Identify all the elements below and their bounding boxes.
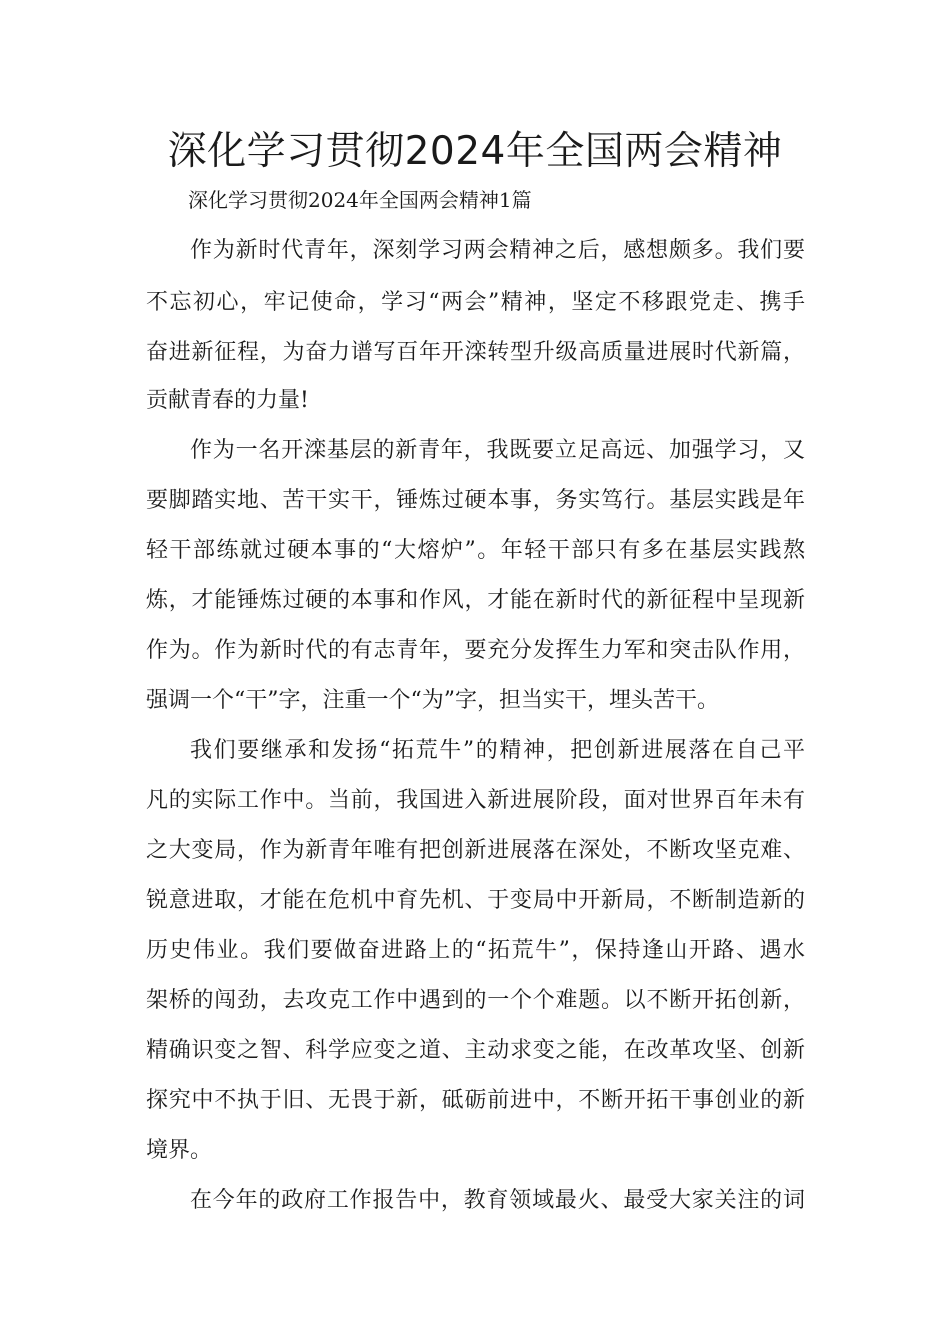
paragraph-line: 境界。: [146, 1138, 213, 1163]
paragraph-line: 锐意进取，才能在危机中育先机、于变局中开新局，不断制造新的: [146, 888, 805, 913]
paragraph-line: 贡献青春的力量!: [146, 388, 309, 413]
paragraph-line: 不忘初心，牢记使命，学习“两会”精神，坚定不移跟党走、携手: [146, 290, 805, 315]
paragraph-line: 强调一个“干”字，注重一个“为”字，担当实干，埋头苦干。: [146, 688, 719, 713]
paragraph-line: 作为。作为新时代的有志青年，要充分发挥生力军和突击队作用，: [146, 638, 805, 663]
paragraph-line: 奋进新征程，为奋力谱写百年开滦转型升级高质量进展时代新篇，: [146, 340, 805, 365]
paragraph-line: 历史伟业。我们要做奋进路上的“拓荒牛”，保持逢山开路、遇水: [146, 938, 805, 963]
paragraph-line: 作为新时代青年，深刻学习两会精神之后，感想颇多。我们要: [190, 238, 805, 263]
paragraph-line: 精确识变之智、科学应变之道、主动求变之能，在改革攻坚、创新: [146, 1038, 805, 1063]
paragraph-line: 架桥的闯劲，去攻克工作中遇到的一个个难题。以不断开拓创新，: [146, 988, 805, 1013]
paragraph-line: 要脚踏实地、苦干实干，锤炼过硬本事，务实笃行。基层实践是年: [146, 488, 805, 513]
paragraph-line: 炼，才能锤炼过硬的本事和作风，才能在新时代的新征程中呈现新: [146, 588, 805, 613]
paragraph-line: 探究中不执于旧、无畏于新，砥砺前进中，不断开拓干事创业的新: [146, 1088, 805, 1113]
paragraph-line: 我们要继承和发扬“拓荒牛”的精神，把创新进展落在自己平: [190, 738, 805, 763]
paragraph-line: 在今年的政府工作报告中，教育领域最火、最受大家关注的词: [190, 1188, 805, 1213]
paragraph-line: 凡的实际工作中。当前，我国进入新进展阶段，面对世界百年未有: [146, 788, 805, 813]
document-title: 深化学习贯彻2024年全国两会精神: [167, 129, 783, 174]
paragraph-line: 之大变局，作为新青年唯有把创新进展落在深处，不断攻坚克难、: [146, 838, 805, 863]
document-subtitle: 深化学习贯彻2024年全国两会精神1篇: [188, 188, 532, 212]
paragraph-line: 作为一名开滦基层的新青年，我既要立足高远、加强学习，又: [190, 438, 805, 463]
paragraph-line: 轻干部练就过硬本事的“大熔炉”。年轻干部只有多在基层实践熬: [146, 538, 805, 563]
